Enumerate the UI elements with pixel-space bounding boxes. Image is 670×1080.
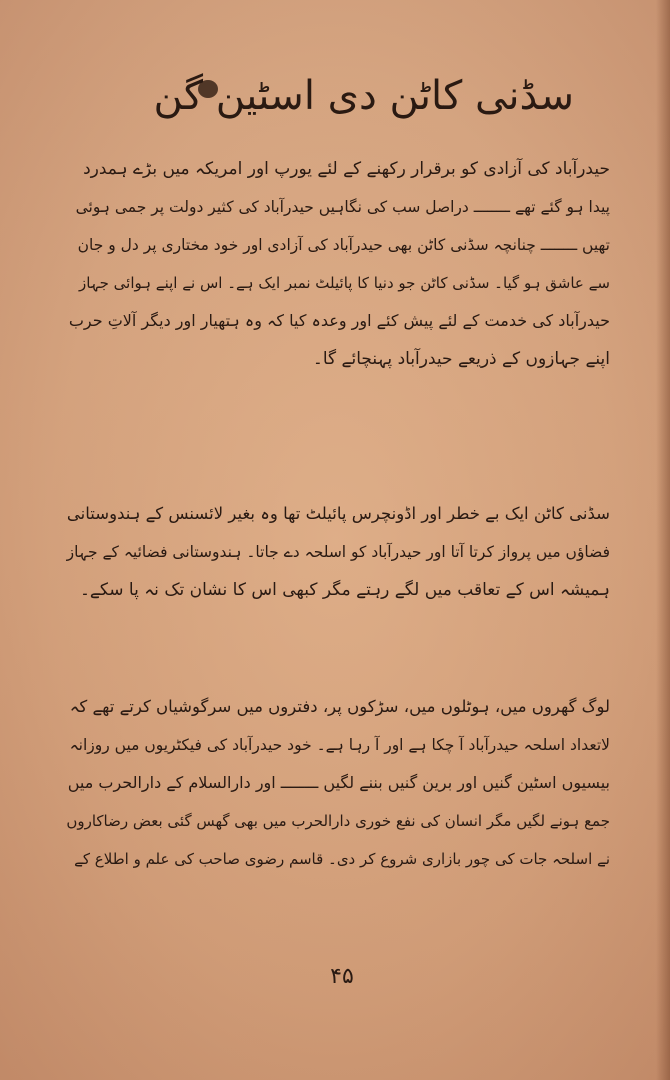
text-line: اپنے جہازوں کے ذریعے حیدرآباد پہنچائے گا۔ (312, 349, 610, 369)
text-line: لاتعداد اسلحہ حیدرآباد آ چکا ہے اور آ رہا ہے۔ خود حیدرآباد کی فیکٹریوں میں روزانہ (69, 736, 610, 754)
text-line: سڈنی کاٹن ایک بے خطر اور اڈونچرس پائیلٹ تھا وہ بغیر لائسنس کے ہندوستانی (66, 504, 610, 523)
text-line: حیدرآباد کی آزادی کو برقرار رکھنے کے لئے یورپ اور امریکہ میں بڑے ہمدرد (83, 159, 610, 179)
text-line: فضاؤں میں پرواز کرتا آتا اور حیدرآباد کو اسلحہ دے جاتا۔ ہندوستانی فضائیہ کے جہاز (66, 543, 610, 561)
text-line: حیدرآباد کی خدمت کے لئے پیش کئے اور وعدہ کیا کہ وہ ہتھیار اور دیگر آلاتِ حرب (68, 311, 610, 330)
text-line: جمع ہونے لگیں مگر انسان کی نفع خوری دارالحرب میں بھی گھس گئی بعض رضاکاروں (66, 812, 610, 830)
text-line: بیسیوں اسٹین گنیں اور برین گنیں بننے لگیں ــــــــ اور دارالسلام کے دارالحرب میں (67, 773, 610, 792)
text-line: پیدا ہو گئے تھے ــــــــ دراصل سب کی نگاہیں حیدرآباد کی کثیر دولت پر جمی ہوئی (75, 198, 610, 216)
chapter-title: سڈنی کاٹن دی اسٹین گن (153, 73, 574, 119)
text-line: لوگ گھروں میں، ہوٹلوں میں، سڑکوں پر، دفتروں میں سرگوشیاں کرتے تھے کہ (69, 697, 610, 716)
text-line: ہمیشہ اس کے تعاقب میں لگے رہتے مگر کبھی اس کا نشان تک نہ پا سکے۔ (79, 580, 610, 600)
text-line: سے عاشق ہو گیا۔ سڈنی کاٹن جو دنیا کا پائیلٹ نمبر ایک ہے۔ اس نے اپنے ہوائی جہاز (79, 274, 610, 292)
page-number: ۴۵ (330, 964, 354, 989)
paragraph-3 (62, 688, 610, 878)
text-line: تھیں ــــــــ چنانچہ سڈنی کاٹن بھی حیدرآباد کی آزادی اور خود مختاری پر دل و جان (77, 236, 610, 254)
text-line: نے اسلحہ جات کی چور بازاری شروع کر دی۔ قاسم رضوی صاحب کی علم و اطلاع کے (74, 850, 610, 868)
paragraph-1 (62, 150, 610, 378)
paragraph-2 (62, 495, 610, 609)
